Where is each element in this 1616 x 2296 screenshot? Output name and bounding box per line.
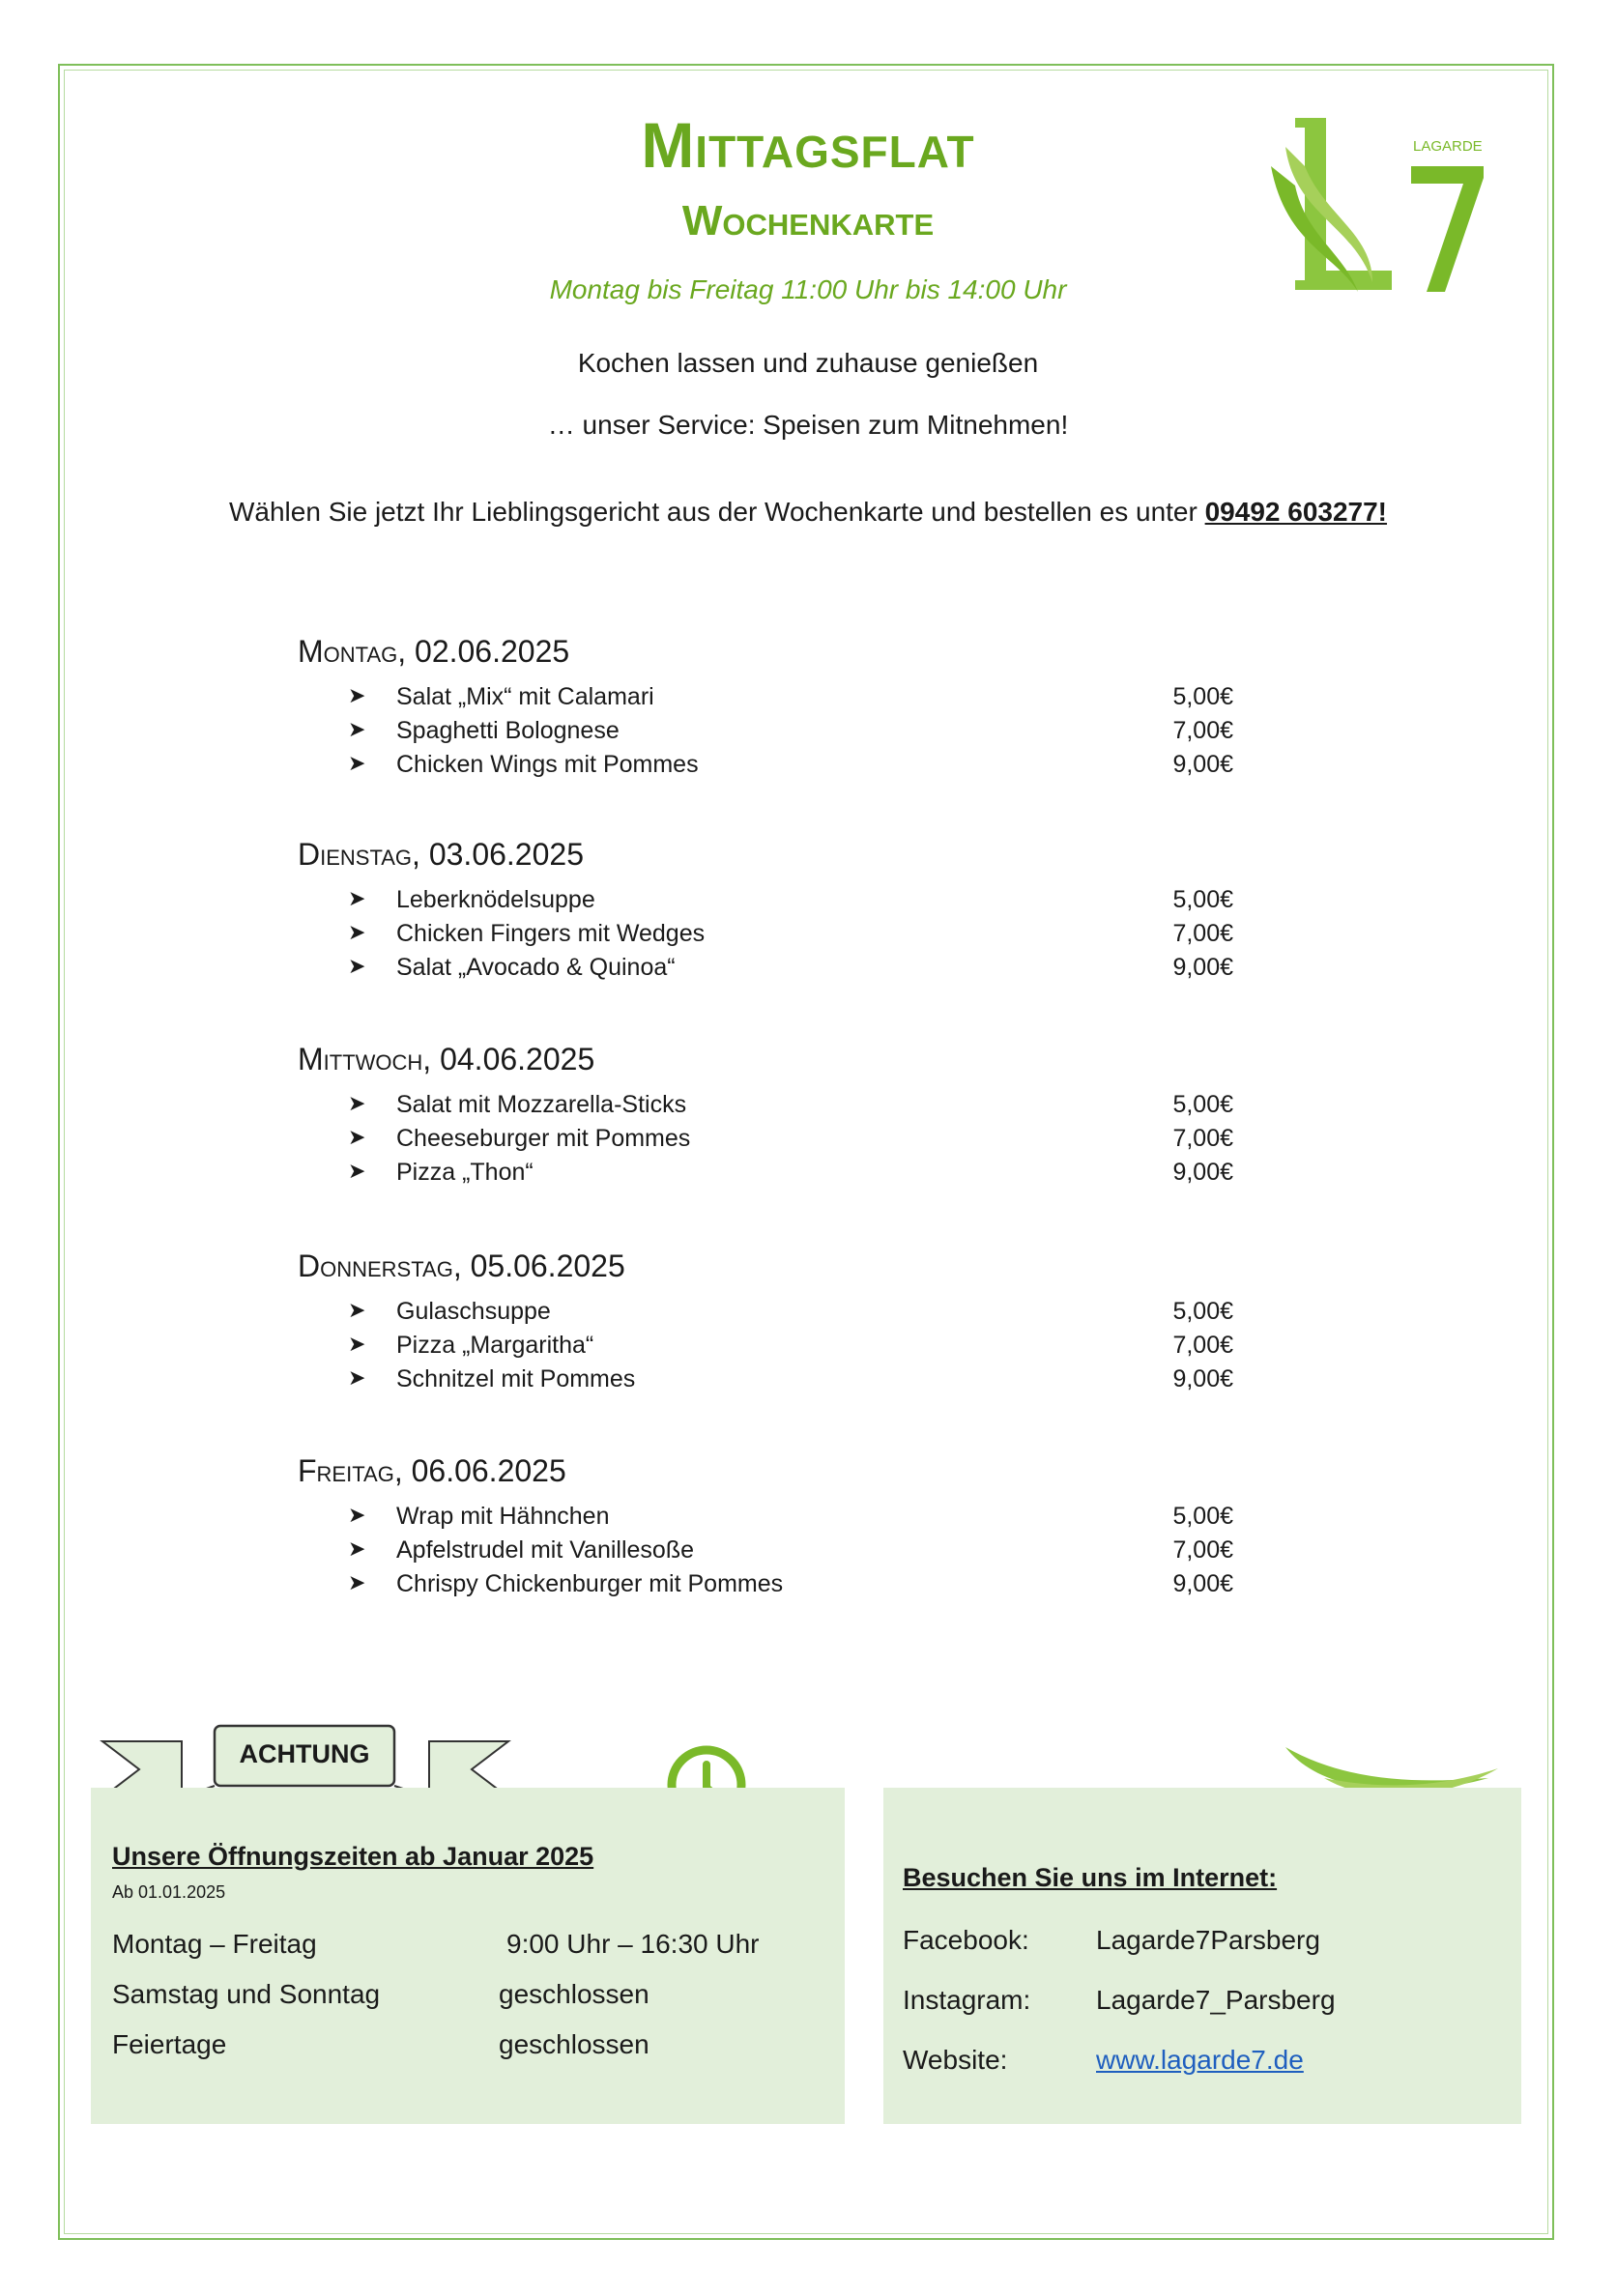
arrowhead-bullet-icon: ➤: [348, 1125, 366, 1149]
arrowhead-bullet-icon: ➤: [348, 1570, 366, 1594]
dish-name: Spaghetti Bolognese: [396, 717, 620, 744]
day-title: Dienstag, 03.06.2025: [298, 837, 584, 872]
opening-day: Samstag und Sonntag: [112, 1979, 381, 2009]
opening-hours: 9:00 Uhr – 16:30 Uhr: [506, 1929, 760, 1959]
dish-name: Cheeseburger mit Pommes: [396, 1125, 691, 1152]
phone-number[interactable]: 09492 603277!: [1204, 497, 1388, 527]
logo-brand-text: LAGARDE: [1413, 138, 1483, 155]
lagarde7-logo: [1266, 108, 1488, 301]
instagram-handle: Lagarde7_Parsberg: [1096, 1985, 1336, 2015]
dish-name: Chrispy Chickenburger mit Pommes: [396, 1570, 784, 1597]
arrowhead-bullet-icon: ➤: [348, 1298, 366, 1322]
opening-hours-date: Ab 01.01.2025: [112, 1882, 226, 1902]
dish-price: 9,00€: [1172, 1365, 1233, 1392]
dish-price: 5,00€: [1172, 1091, 1233, 1118]
menu-item: [298, 1125, 1264, 1159]
arrowhead-bullet-icon: ➤: [348, 920, 366, 944]
day-section: [298, 1453, 1264, 1604]
opening-day: Montag – Freitag: [112, 1929, 317, 1959]
dish-name: Salat „Avocado & Quinoa“: [396, 954, 676, 981]
dish-price: 5,00€: [1172, 1503, 1233, 1530]
arrowhead-bullet-icon: ➤: [348, 683, 366, 707]
day-title: Mittwoch, 04.06.2025: [298, 1042, 595, 1076]
menu-item: [298, 1159, 1264, 1192]
order-text: Wählen Sie jetzt Ihr Lieblingsgericht aus der Wochenkarte und bestellen es unter: [228, 497, 1205, 527]
dish-name: Salat „Mix“ mit Calamari: [396, 683, 654, 710]
internet-title: Besuchen Sie uns im Internet:: [903, 1863, 1278, 1892]
menu-item: [298, 1536, 1264, 1570]
day-section: [298, 837, 1264, 988]
dish-name: Apfelstrudel mit Vanillesoße: [396, 1536, 695, 1564]
dish-price: 7,00€: [1172, 1536, 1233, 1564]
arrowhead-bullet-icon: ➤: [348, 1332, 366, 1356]
dish-price: 7,00€: [1172, 1332, 1233, 1359]
facebook-label: Facebook:: [903, 1925, 1029, 1955]
arrowhead-bullet-icon: ➤: [348, 1159, 366, 1183]
opening-hours: geschlossen: [499, 2029, 649, 2059]
dish-price: 5,00€: [1172, 683, 1233, 710]
menu-item: [298, 1365, 1264, 1399]
dish-name: Pizza „Margaritha“: [396, 1332, 594, 1359]
dish-price: 7,00€: [1172, 920, 1233, 947]
arrowhead-bullet-icon: ➤: [348, 1365, 366, 1390]
menu-item: [298, 886, 1264, 920]
menu-item: [298, 1091, 1264, 1125]
instagram-label: Instagram:: [903, 1985, 1031, 2015]
menu-item: [298, 920, 1264, 954]
opening-day: Feiertage: [112, 2029, 227, 2059]
facebook-handle: Lagarde7Parsberg: [1096, 1925, 1320, 1955]
dish-price: 5,00€: [1172, 886, 1233, 913]
menu-item: [298, 954, 1264, 988]
dish-name: Pizza „Thon“: [396, 1159, 534, 1186]
arrowhead-bullet-icon: ➤: [348, 954, 366, 978]
intro-line-2: … unser Service: Speisen zum Mitnehmen!: [547, 410, 1069, 440]
menu-item: [298, 717, 1264, 751]
dish-name: Chicken Wings mit Pommes: [396, 751, 699, 778]
opening-hours-title: Unsere Öffnungszeiten ab Januar 2025: [112, 1842, 594, 1871]
arrowhead-bullet-icon: ➤: [348, 751, 366, 775]
menu-item: [298, 751, 1264, 785]
menu-item: [298, 1298, 1264, 1332]
service-hours: Montag bis Freitag 11:00 Uhr bis 14:00 Uhr: [549, 274, 1067, 304]
arrowhead-bullet-icon: ➤: [348, 1091, 366, 1115]
dish-name: Salat mit Mozzarella-Sticks: [396, 1091, 687, 1118]
dish-price: 7,00€: [1172, 1125, 1233, 1152]
dish-price: 7,00€: [1172, 717, 1233, 744]
arrowhead-bullet-icon: ➤: [348, 1503, 366, 1527]
dish-price: 5,00€: [1172, 1298, 1233, 1325]
dish-name: Leberknödelsuppe: [396, 886, 595, 913]
arrowhead-bullet-icon: ➤: [348, 717, 366, 741]
day-section: [298, 634, 1264, 785]
dish-name: Chicken Fingers mit Wedges: [396, 920, 706, 947]
day-title: Montag, 02.06.2025: [298, 634, 570, 669]
menu-item: [298, 1503, 1264, 1536]
day-title: Donnerstag, 05.06.2025: [298, 1248, 625, 1283]
day-title: Freitag, 06.06.2025: [298, 1453, 566, 1488]
menu-item: [298, 1332, 1264, 1365]
website-link[interactable]: www.lagarde7.de: [1096, 2045, 1304, 2075]
dish-name: Gulaschsuppe: [396, 1298, 551, 1325]
day-section: [298, 1248, 1264, 1399]
dish-price: 9,00€: [1172, 1570, 1233, 1597]
intro-line-1: Kochen lassen und zuhause genießen: [577, 348, 1039, 378]
dish-price: 9,00€: [1172, 751, 1233, 778]
arrowhead-bullet-icon: ➤: [348, 1536, 366, 1561]
achtung-label: ACHTUNG: [239, 1739, 370, 1768]
dish-name: Wrap mit Hähnchen: [396, 1503, 610, 1530]
order-line: [0, 497, 1616, 528]
website-label: Website:: [903, 2045, 1008, 2075]
menu-item: [298, 1570, 1264, 1604]
menu-item: [298, 683, 1264, 717]
page-title: Mittagsflat: [641, 109, 975, 181]
arrowhead-bullet-icon: ➤: [348, 886, 366, 910]
dish-price: 9,00€: [1172, 954, 1233, 981]
opening-hours: geschlossen: [499, 1979, 649, 2009]
dish-price: 9,00€: [1172, 1159, 1233, 1186]
dish-name: Schnitzel mit Pommes: [396, 1365, 636, 1392]
day-section: [298, 1042, 1264, 1192]
page-subtitle: Wochenkarte: [681, 197, 935, 244]
